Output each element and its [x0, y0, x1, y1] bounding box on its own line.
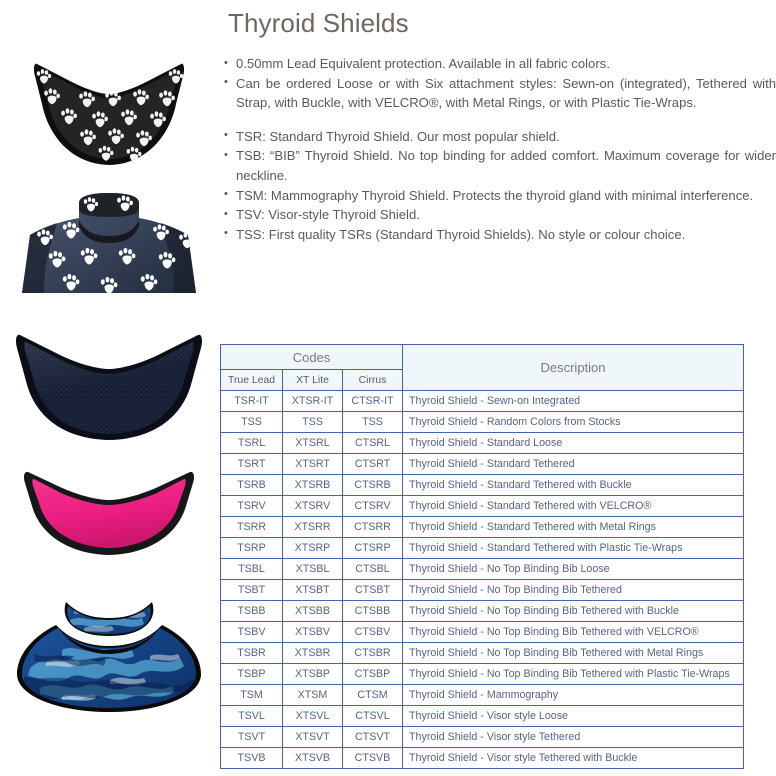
cell-code: TSBL	[221, 559, 283, 580]
cell-description: Thyroid Shield - Standard Tethered with VELCRO®	[403, 496, 744, 517]
cell-code: CTSBL	[343, 559, 403, 580]
cell-description: Thyroid Shield - Standard Tethered with Metal Rings	[403, 517, 744, 538]
cell-description: Thyroid Shield - No Top Binding Bib Tethered with Metal Rings	[403, 643, 744, 664]
cell-code: XTSM	[283, 685, 343, 706]
cell-description: Thyroid Shield - Standard Loose	[403, 433, 744, 454]
cell-code: TSVT	[221, 727, 283, 748]
table-header-group-row	[221, 345, 744, 370]
product-image-blue-marble-visor-shield	[0, 588, 218, 723]
product-codes-table	[220, 344, 744, 769]
cell-code: XTSRR	[283, 517, 343, 538]
table-row	[221, 559, 744, 580]
cell-description: Thyroid Shield - No Top Binding Bib Tethered with VELCRO®	[403, 622, 744, 643]
table-row	[221, 748, 744, 769]
cell-code: XTSRB	[283, 475, 343, 496]
table-row	[221, 475, 744, 496]
cell-code: TSRT	[221, 454, 283, 475]
cell-description: Thyroid Shield - Standard Tethered with Plastic Tie-Wraps	[403, 538, 744, 559]
codes-group-header: Codes	[221, 345, 403, 370]
style-bullet-item-tsm: • TSM: Mammography Thyroid Shield. Protects the thyroid gland with minimal interference.	[220, 186, 776, 206]
cell-code: XTSBB	[283, 601, 343, 622]
table-row	[221, 496, 744, 517]
cell-code: CTSM	[343, 685, 403, 706]
cell-description: Thyroid Shield - Sewn-on Integrated	[403, 391, 744, 412]
cell-description: Thyroid Shield - No Top Binding Bib Loose	[403, 559, 744, 580]
cell-code: CTSRB	[343, 475, 403, 496]
cell-code: CTSBB	[343, 601, 403, 622]
page-title: Thyroid Shields	[228, 8, 409, 38]
cell-description: Thyroid Shield - Standard Tethered	[403, 454, 744, 475]
intro-bullet-list	[220, 54, 776, 113]
cell-code: TSRB	[221, 475, 283, 496]
table-row	[221, 685, 744, 706]
cell-code: TSR-IT	[221, 391, 283, 412]
table-row	[221, 454, 744, 475]
column-header-true-lead: True Lead	[221, 370, 283, 391]
table-row	[221, 538, 744, 559]
cell-code: TSS	[221, 412, 283, 433]
style-bullet-item-tsb: • TSB: “BIB” Thyroid Shield. No top binding for added comfort. Maximum coverage for wider neckline.	[220, 146, 776, 185]
cell-code: TSBV	[221, 622, 283, 643]
cell-code: CTSBR	[343, 643, 403, 664]
cell-code: XTSRT	[283, 454, 343, 475]
style-bullet-item-tss: • TSS: First quality TSRs (Standard Thyroid Shields). No style or colour choice.	[220, 225, 776, 245]
cell-code: CTSBT	[343, 580, 403, 601]
cell-description: Thyroid Shield - No Top Binding Bib Tethered with Buckle	[403, 601, 744, 622]
cell-code: CTSVT	[343, 727, 403, 748]
cell-code: CTSVB	[343, 748, 403, 769]
cell-code: XTSR-IT	[283, 391, 343, 412]
table-header	[221, 345, 744, 391]
cell-code: TSVL	[221, 706, 283, 727]
cell-code: CTSRR	[343, 517, 403, 538]
cell-code: TSRV	[221, 496, 283, 517]
table-row	[221, 643, 744, 664]
product-image-black-paw-print-collar	[0, 42, 218, 192]
table-row	[221, 622, 744, 643]
cell-code: TSRP	[221, 538, 283, 559]
cell-code: CTSBV	[343, 622, 403, 643]
cell-description: Thyroid Shield - Visor style Loose	[403, 706, 744, 727]
cell-code: XTSVB	[283, 748, 343, 769]
cell-code: XTSBT	[283, 580, 343, 601]
cell-code: CTSR-IT	[343, 391, 403, 412]
cell-code: TSBB	[221, 601, 283, 622]
table-row	[221, 706, 744, 727]
table-row	[221, 391, 744, 412]
cell-code: XTSBV	[283, 622, 343, 643]
cell-code: XTSRV	[283, 496, 343, 517]
cell-description: Thyroid Shield - No Top Binding Bib Tethered with Plastic Tie-Wraps	[403, 664, 744, 685]
cell-code: TSBT	[221, 580, 283, 601]
table-row	[221, 727, 744, 748]
cell-code: CTSRT	[343, 454, 403, 475]
cell-code: CTSRP	[343, 538, 403, 559]
column-header-xt-lite: XT Lite	[283, 370, 343, 391]
cell-code: XTSBL	[283, 559, 343, 580]
cell-code: TSVB	[221, 748, 283, 769]
cell-description: Thyroid Shield - Standard Tethered with Buckle	[403, 475, 744, 496]
table-body	[221, 391, 744, 769]
cell-code: XTSVL	[283, 706, 343, 727]
column-header-cirrus: Cirrus	[343, 370, 403, 391]
cell-description: Thyroid Shield - Mammography	[403, 685, 744, 706]
cell-code: TSS	[283, 412, 343, 433]
style-bullet-item-tsv: • TSV: Visor-style Thyroid Shield.	[220, 205, 776, 225]
intro-bullet-item: • Can be ordered Loose or with Six attachment styles: Sewn-on (integrated), Tethered with Strap, with Buckle, with VELCRO®, with Metal Rings, or with Plastic Tie-Wraps.	[220, 74, 776, 113]
cell-description: Thyroid Shield - No Top Binding Bib Tethered	[403, 580, 744, 601]
cell-code: TSBP	[221, 664, 283, 685]
cell-code: XTSBP	[283, 664, 343, 685]
cell-code: TSBR	[221, 643, 283, 664]
product-image-pink-collar-black-binding	[0, 458, 218, 573]
table-row	[221, 433, 744, 454]
cell-code: CTSBP	[343, 664, 403, 685]
cell-code: TSS	[343, 412, 403, 433]
cell-code: CTSRV	[343, 496, 403, 517]
cell-code: XTSRL	[283, 433, 343, 454]
style-bullet-list	[220, 127, 776, 245]
product-image-navy-textured-collar	[0, 323, 218, 453]
description-header: Description	[403, 345, 744, 391]
product-content	[220, 0, 776, 776]
cell-code: XTSRP	[283, 538, 343, 559]
cell-code: CTSRL	[343, 433, 403, 454]
table-row	[221, 601, 744, 622]
product-image-navy-paw-print-mannequin	[0, 183, 218, 323]
style-bullet-item-tsr: • TSR: Standard Thyroid Shield. Our most popular shield.	[220, 127, 776, 147]
table-row	[221, 412, 744, 433]
intro-bullet-item: • 0.50mm Lead Equivalent protection. Available in all fabric colors.	[220, 54, 776, 74]
table-row	[221, 664, 744, 685]
cell-code: CTSVL	[343, 706, 403, 727]
table-row	[221, 580, 744, 601]
cell-code: TSRL	[221, 433, 283, 454]
cell-code: TSRR	[221, 517, 283, 538]
product-image-gallery	[0, 0, 218, 776]
cell-description: Thyroid Shield - Random Colors from Stocks	[403, 412, 744, 433]
table-row	[221, 517, 744, 538]
cell-code: XTSVT	[283, 727, 343, 748]
cell-code: XTSBR	[283, 643, 343, 664]
cell-description: Thyroid Shield - Visor style Tethered	[403, 727, 744, 748]
cell-code: TSM	[221, 685, 283, 706]
cell-description: Thyroid Shield - Visor style Tethered with Buckle	[403, 748, 744, 769]
